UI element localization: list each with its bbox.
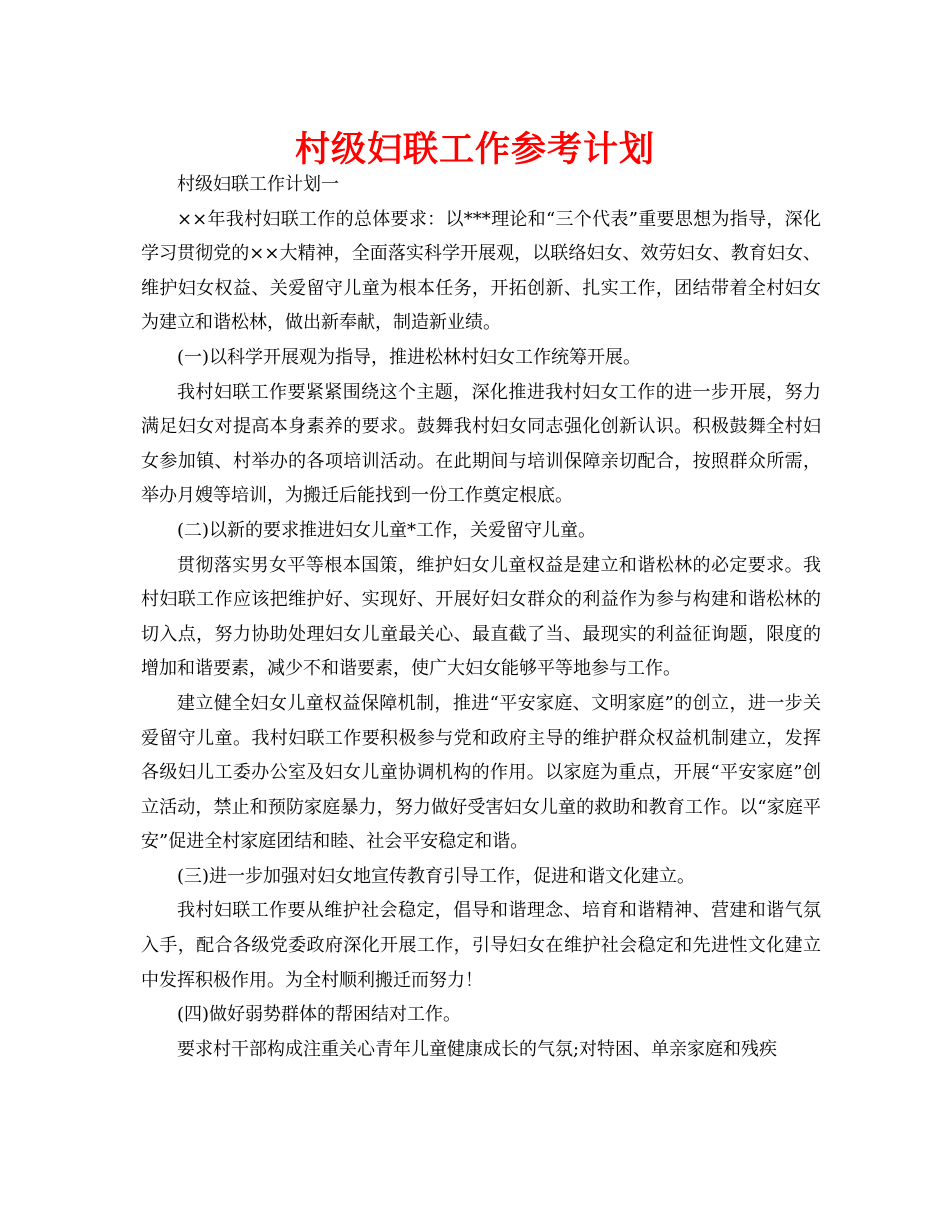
document-title: 村级妇联工作参考计划: [294, 130, 655, 170]
section-heading-2: (二)以新的要求推进妇女儿童*工作，关爱留守儿童。: [177, 519, 597, 541]
section-heading-1: (一)以科学开展观为指导，推进松林村妇女工作统筹开展。: [177, 346, 642, 368]
paragraph-section-2a: 贯彻落实男女平等根本国策，维护妇女儿童权益是建立和谐松林的必定要求。我村妇联工作应该把维护好、实现好、开展好妇女群众的利益作为参与构建和谐松林的切入点，努力协助处理妇女儿童最关心、最直截了当、最现实的利益征询题，限度的增加和谐要素，减少不和谐要素，使广大妇女能够平等地参与工作。: [141, 554, 821, 680]
paragraph-subtitle: 村级妇联工作计划一: [177, 174, 339, 195]
paragraph-section-3: 我村妇联工作要从维护社会稳定，倡导和谐理念、培育和谐精神、营建和谐气氛入手，配合各级党委政府深化开展工作，引导妇女在维护社会稳定和先进性文化建立中发挥积极作用。为全村顺利搬迁而努力！: [141, 900, 821, 991]
paragraph-section-4: 要求村干部构成注重关心青年儿童健康成长的气氛;对特困、单亲家庭和残疾: [177, 1038, 778, 1060]
paragraph-section-1: 我村妇联工作要紧紧围绕这个主题，深化推进我村妇女工作的进一步开展，努力满足妇女对提高本身素养的要求。鼓舞我村妇女同志强化创新认识。积极鼓舞全村妇女参加镇、村举办的各项培训活动。在此期间与培训保障亲切配合，按照群众所需，举办月嫂等培训，为搬迁后能找到一份工作奠定根底。: [141, 381, 821, 507]
section-heading-4: (四)做好弱势群体的帮困结对工作。: [177, 1004, 462, 1026]
section-heading-3: (三)进一步加强对妇女地宣传教育引导工作，促进和谐文化建立。: [177, 865, 696, 887]
paragraph-section-2b: 建立健全妇女儿童权益保障机制，推进“平安家庭、文明家庭”的创立，进一步关爱留守儿童。我村妇联工作要积极参与党和政府主导的维护群众权益机制建立，发挥各级妇儿工委办公室及妇女儿童协调机构的作用。以家庭为重点，开展“平安家庭”创立活动，禁止和预防家庭暴力，努力做好受害妇女儿童的救助和教育工作。以“家庭平安”促进全村家庭团结和睦、社会平安稳定和谐。: [141, 692, 821, 853]
document-body: [141, 168, 821, 1067]
paragraph-general-requirements: ××年我村妇联工作的总体要求：以***理论和“三个代表”重要思想为指导，深化学习贯彻党的××大精神，全面落实科学开展观，以联络妇女、效劳妇女、教育妇女、维护妇女权益、关爱留守儿童为根本任务，开拓创新、扎实工作，团结带着全村妇女为建立和谐松林，做出新奉献，制造新业绩。: [141, 208, 821, 334]
